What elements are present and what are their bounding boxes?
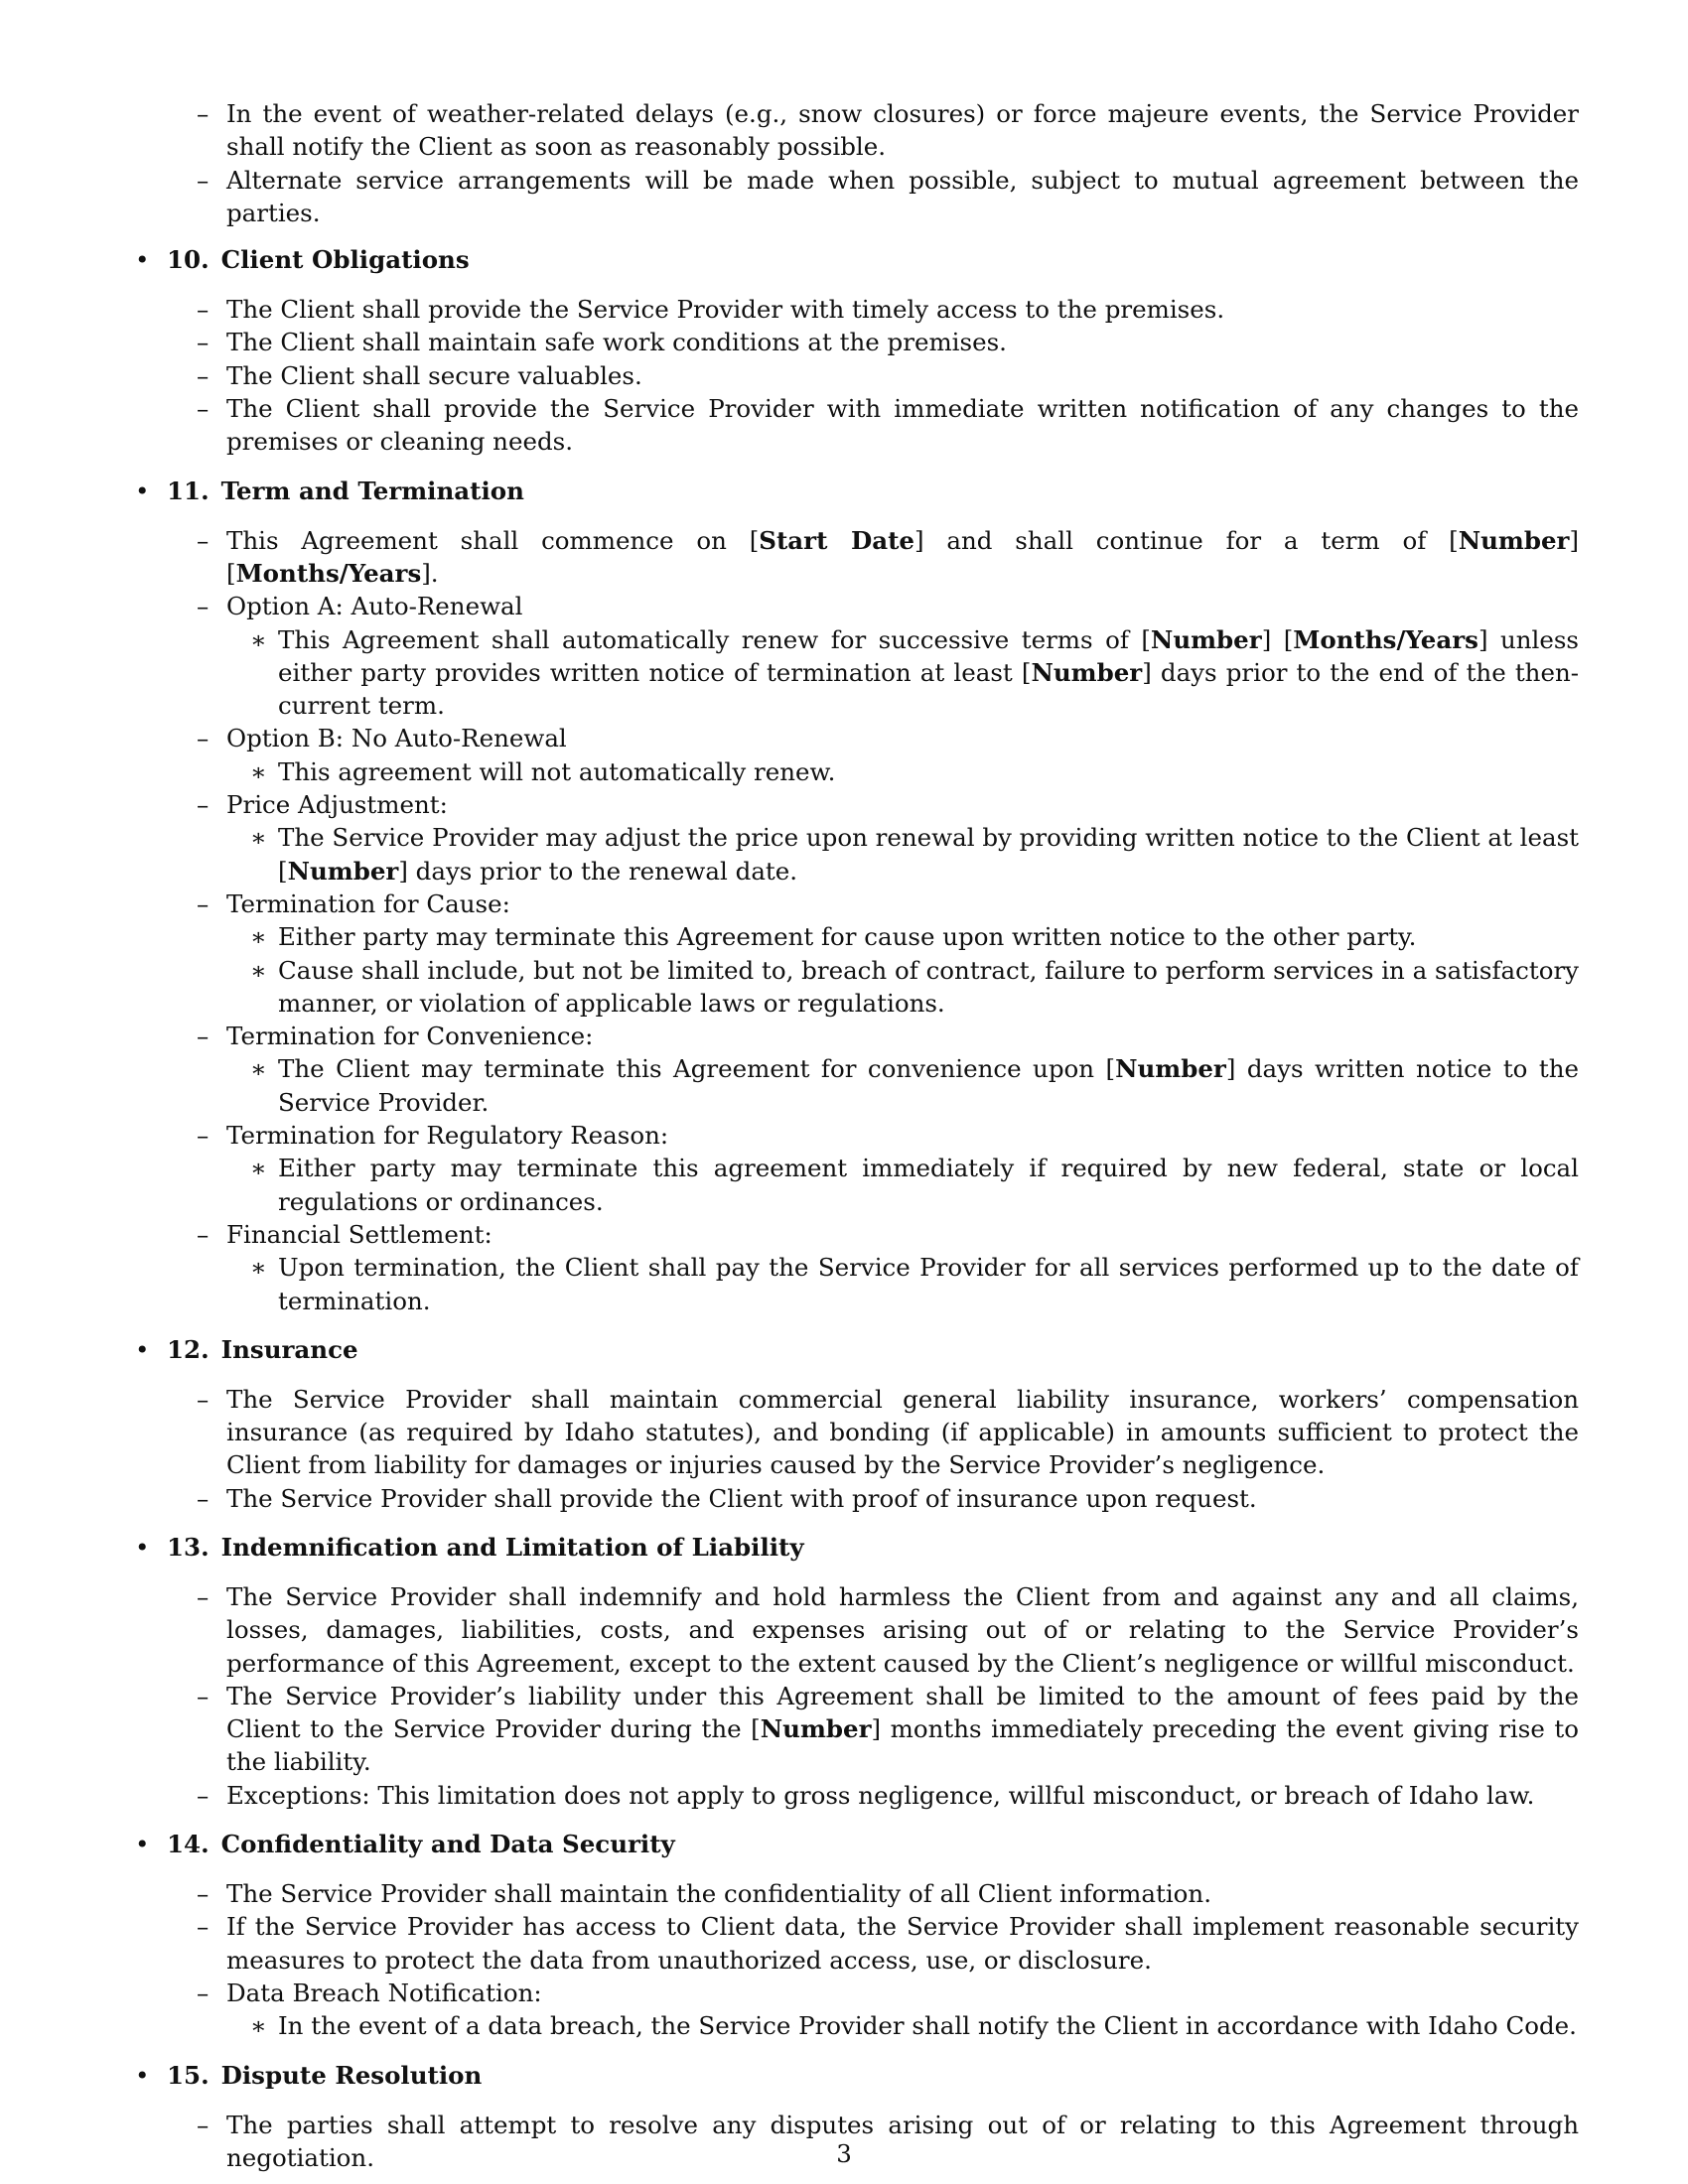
section-number: 12. [167, 1334, 210, 1364]
dash-bullet: – [197, 1879, 210, 1909]
section-10 [129, 243, 1579, 458]
section-body [129, 524, 1579, 1317]
section-heading [129, 1828, 1579, 1860]
asterisk-bullet: ∗ [250, 624, 267, 654]
dash-bullet: – [197, 1219, 210, 1249]
continuation-list [129, 97, 1579, 229]
dash-bullet: – [197, 1384, 210, 1414]
bullet-dot: • [135, 1334, 150, 1364]
section-title: Indemnification and Limitation of Liability [220, 1532, 804, 1562]
sub-list-item: ∗ The Service Provider may adjust the price upon renewal by providing written notice to the Client at least [Number] days prior to the renewal date. [250, 823, 1579, 886]
page-number: 3 [836, 2139, 852, 2168]
list-item: – The Service Provider shall maintain commercial general liability insurance, workers’ compensation insurance (as required by Idaho statutes), and bonding (if applicable) in amounts sufficient to protect the Client from liability for damages or injuries caused by the Service Provider’s negligence. [197, 1384, 1579, 1480]
list-item: – If the Service Provider has access to Client data, the Service Provider shall implement reasonable security measures to protect the data from unauthorized access, use, or disclosure. [197, 1912, 1579, 1975]
list-item: – The Client shall secure valuables. [129, 359, 1579, 392]
list-item: – The Service Provider shall maintain the confidentiality of all Client information. [129, 1877, 1579, 1910]
list-item: – Option B: No Auto-Renewal [129, 722, 1579, 754]
list-item: – This Agreement shall commence on [Start Date] and shall continue for a term of [Number] [Months/Years]. [197, 525, 1580, 588]
list-item: – The Client shall provide the Service Provider with immediate written notification of any changes to the premises or cleaning needs. [197, 394, 1579, 457]
section-12 [129, 1333, 1579, 1515]
section-body [129, 293, 1579, 458]
dash-bullet: – [197, 295, 210, 325]
dash-bullet: – [197, 1121, 210, 1151]
sub-list-item: ∗ Either party may terminate this agreement immediately if required by new federal, state or local regulations or ordinances. [250, 1154, 1579, 1216]
sub-list-item: ∗ This Agreement shall automatically renew for successive terms of [Number] [Months/Years] unless either party provides written notice of termination at least [Number] days prior to the end of the then-current term. [250, 624, 1579, 721]
list-item: – Termination for Cause: [129, 887, 1579, 920]
page-content [129, 97, 1579, 2174]
dash-bullet: – [197, 1912, 210, 1942]
section-heading [129, 1333, 1579, 1366]
list-item: – In the event of weather-related delays (e.g., snow closures) or force majeure events, the Service Provider shall notify the Client as soon as reasonably possible. [197, 99, 1579, 162]
section-heading [129, 1531, 1579, 1564]
dash-bullet: – [197, 1978, 210, 2007]
section-number: 11. [167, 476, 210, 505]
list-item: – The parties shall attempt to resolve any disputes arising out of or relating to this Agreement through negotiation. [197, 2110, 1579, 2172]
bullet-dot: • [135, 2060, 150, 2090]
section-number: 15. [167, 2060, 210, 2090]
section-title: Term and Termination [220, 476, 524, 505]
dash-bullet: – [197, 99, 210, 128]
section-11 [129, 475, 1579, 1317]
list-item: – The Client shall maintain safe work conditions at the premises. [129, 326, 1579, 358]
section-number: 14. [167, 1830, 210, 1859]
asterisk-bullet: ∗ [250, 756, 267, 786]
list-item: – The Service Provider shall indemnify and hold harmless the Client from and against any and all claims, losses, damages, liabilities, costs, and expenses arising out of or relating to the Service Provider’s performance of this Agreement, except to the extent caused by the Client’s negligence or willful misconduct. [197, 1581, 1579, 1678]
dash-bullet: – [197, 724, 210, 753]
section-title: Insurance [220, 1334, 358, 1364]
sub-list-item: ∗ In the event of a data breach, the Service Provider shall notify the Client in accordance with Idaho Code. [129, 2009, 1579, 2042]
bullet-dot: • [135, 245, 150, 275]
dash-bullet: – [197, 394, 210, 424]
sub-list-item: ∗ Cause shall include, but not be limited to, breach of contract, failure to perform services in a satisfactory manner, or violation of applicable laws or regulations. [250, 955, 1579, 1018]
dash-bullet: – [197, 328, 210, 357]
section-14 [129, 1828, 1579, 2042]
asterisk-bullet: ∗ [250, 823, 267, 853]
section-heading [129, 2059, 1579, 2092]
dash-bullet: – [197, 2110, 210, 2139]
list-item: – Termination for Regulatory Reason: [129, 1119, 1579, 1152]
list-item: – Exceptions: This limitation does not apply to gross negligence, willful misconduct, or breach of Idaho law. [129, 1779, 1579, 1812]
section-title: Dispute Resolution [220, 2060, 483, 2090]
dash-bullet: – [197, 525, 210, 555]
section-heading [129, 475, 1579, 507]
asterisk-bullet: ∗ [250, 955, 267, 985]
list-item: – Financial Settlement: [129, 1218, 1579, 1251]
section-body [129, 1383, 1579, 1515]
list-item: – Option A: Auto-Renewal [129, 590, 1579, 622]
sub-list-item: ∗ Upon termination, the Client shall pay the Service Provider for all services performed up to the date of termination. [250, 1253, 1579, 1315]
dash-bullet: – [197, 165, 210, 195]
sub-list-item: ∗ This agreement will not automatically renew. [129, 755, 1579, 788]
section-number: 10. [167, 245, 210, 275]
dash-bullet: – [197, 360, 210, 390]
list-item: – The Client shall provide the Service Provider with timely access to the premises. [129, 293, 1579, 326]
section-number: 13. [167, 1532, 210, 1562]
asterisk-bullet: ∗ [250, 2011, 267, 2041]
section-body [129, 1580, 1579, 1812]
list-item: – Termination for Convenience: [129, 1020, 1579, 1052]
list-item: – The Service Provider’s liability under this Agreement shall be limited to the amount of fees paid by the Client to the Service Provider during the [Number] months immediately preceding the event giving rise to the liability. [197, 1681, 1579, 1777]
asterisk-bullet: ∗ [250, 922, 267, 952]
dash-bullet: – [197, 1681, 210, 1710]
list-item: – Alternate service arrangements will be made when possible, subject to mutual agreement between the parties. [197, 165, 1579, 227]
asterisk-bullet: ∗ [250, 1253, 267, 1283]
dash-bullet: – [197, 1483, 210, 1513]
sub-list-item: ∗ Either party may terminate this Agreement for cause upon written notice to the other party. [129, 920, 1579, 953]
bullet-dot: • [135, 1532, 150, 1562]
section-heading [129, 243, 1579, 276]
sub-list-item: ∗ The Client may terminate this Agreement for convenience upon [Number] days written notice to the Service Provider. [250, 1054, 1580, 1117]
dash-bullet: – [197, 1022, 210, 1051]
section-title: Confidentiality and Data Security [220, 1830, 675, 1859]
list-item: – Price Adjustment: [129, 788, 1579, 821]
asterisk-bullet: ∗ [250, 1154, 267, 1183]
dash-bullet: – [197, 1780, 210, 1810]
bullet-dot: • [135, 1830, 150, 1859]
bullet-dot: • [135, 476, 150, 505]
dash-bullet: – [197, 592, 210, 621]
asterisk-bullet: ∗ [250, 1054, 267, 1084]
section-title: Client Obligations [220, 245, 470, 275]
dash-bullet: – [197, 888, 210, 918]
dash-bullet: – [197, 790, 210, 820]
section-13 [129, 1531, 1579, 1812]
list-item: – The Service Provider shall provide the Client with proof of insurance upon request. [129, 1482, 1579, 1515]
dash-bullet: – [197, 1581, 210, 1611]
section-body [129, 1877, 1579, 2042]
list-item: – Data Breach Notification: [129, 1977, 1579, 2009]
